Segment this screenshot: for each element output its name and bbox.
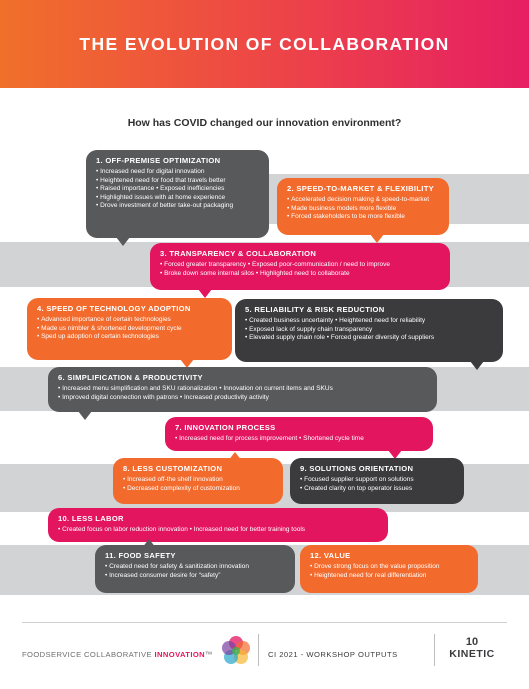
- bubble-less-labor: [48, 508, 388, 542]
- bubble-solutions-orientation: [290, 458, 464, 504]
- ci-flower-logo-icon: [218, 633, 254, 669]
- bubble-tail: [370, 234, 384, 243]
- bubble-tail: [142, 539, 156, 548]
- bubble-item: • Increased need for process improvement • Shortened cycle time: [175, 435, 423, 444]
- bubble-item: • Focused supplier support on solutions: [300, 476, 454, 485]
- bubble-food-safety: [95, 545, 295, 593]
- bubble-title: 5. RELIABILITY & RISK REDUCTION: [245, 305, 385, 314]
- bubble-item: • Heightened need for real differentiation: [310, 572, 468, 581]
- kinetic-logo-number: 10: [465, 636, 479, 648]
- bubble-title: 10. LESS LABOR: [58, 514, 124, 523]
- bubble-title: 9. SOLUTIONS ORIENTATION: [300, 464, 414, 473]
- bubble-title: 3. TRANSPARENCY & COLLABORATION: [160, 249, 317, 258]
- bubble-tail: [116, 237, 130, 246]
- footer-brand-strong: INNOVATION: [154, 650, 206, 659]
- bubble-item: • Created clarity on top operator issues: [300, 485, 454, 494]
- bubble-title: 7. INNOVATION PROCESS: [175, 423, 276, 432]
- bubble-off-premise-optimization: [86, 150, 269, 238]
- bubble-title: 6. SIMPLIFICATION & PRODUCTIVITY: [58, 373, 203, 382]
- bubble-transparency-collaboration: [150, 243, 450, 290]
- bubble-tail: [470, 361, 484, 370]
- bubble-title: 12. VALUE: [310, 551, 351, 560]
- bubble-item: • Created need for safety & sanitization innovation: [105, 563, 285, 572]
- bubble-title: 4. SPEED OF TECHNOLOGY ADOPTION: [37, 304, 191, 313]
- footer-brand-light: FOODSERVICE COLLABORATIVE: [22, 650, 152, 659]
- bubble-title: 11. FOOD SAFETY: [105, 551, 176, 560]
- bubble-innovation-process: [165, 417, 433, 451]
- bubble-item: • Raised importance • Exposed inefficiencies: [96, 185, 259, 194]
- page-title: THE EVOLUTION OF COLLABORATION: [79, 33, 450, 54]
- bubble-item: • Drove strong focus on the value proposition: [310, 563, 468, 572]
- footer-separator: [258, 634, 259, 666]
- bubble-item: • Highlighted issues with at home experience: [96, 194, 259, 203]
- bubble-item: • Accelerated decision making & speed-to-market: [287, 196, 439, 205]
- bubble-item: • Heightened need for food that travels better: [96, 177, 259, 186]
- bubble-item: • Elevated supply chain role • Forced greater diversity of suppliers: [245, 334, 493, 343]
- bubble-item: • Increased need for digital innovation: [96, 168, 259, 177]
- bubble-value: [300, 545, 478, 593]
- bubble-less-customization: [113, 458, 283, 504]
- bubble-item: • Created focus on labor reduction innovation • Increased need for better training tools: [58, 526, 378, 535]
- bubble-title: 8. LESS CUSTOMIZATION: [123, 464, 223, 473]
- bubble-speed-to-market: [277, 178, 449, 235]
- bubble-title: 2. SPEED-TO-MARKET & FLEXIBILITY: [287, 184, 434, 193]
- page-subtitle: How has COVID changed our innovation environment?: [127, 117, 402, 129]
- footer-brand: [22, 650, 213, 659]
- kinetic-logo-word: KINETIC: [449, 648, 495, 660]
- bubble-item: • Increased consumer desire for “safety”: [105, 572, 285, 581]
- footer-workshop-label: CI 2021 - WORKSHOP OUTPUTS: [268, 650, 398, 659]
- header-banner: [0, 0, 529, 88]
- footer-brand-tm: ™: [205, 650, 214, 659]
- bubble-item: • Made business models more flexible: [287, 205, 439, 214]
- footer-divider: [22, 622, 507, 623]
- bubble-simplification-productivity: [48, 367, 437, 412]
- bubble-item: • Forced stakeholders to be more flexible: [287, 213, 439, 222]
- bubble-speed-of-technology-adoption: [27, 298, 232, 360]
- bubble-tail: [228, 452, 242, 461]
- bubble-item: • Made us nimbler & shortened development cycle: [37, 325, 222, 334]
- bubble-reliability-risk-reduction: [235, 299, 503, 362]
- footer-separator: [434, 634, 435, 666]
- kinetic-logo: [440, 636, 504, 672]
- bubble-item: • Improved digital connection with patrons • Increased productivity activity: [58, 394, 427, 403]
- bubble-item: • Increased off-the shelf innovation: [123, 476, 273, 485]
- bubble-item: • Created business uncertainty • Heightened need for reliability: [245, 317, 493, 326]
- bubble-item: • Exposed lack of supply chain transparency: [245, 326, 493, 335]
- bubble-item: • Broke down some internal silos • Highlighted need to collaborate: [160, 270, 440, 279]
- bubble-item: • Sped up adoption of certain technologies: [37, 333, 222, 342]
- bubble-tail: [78, 411, 92, 420]
- bubble-tail: [198, 289, 212, 298]
- bubble-item: • Increased menu simplification and SKU rationalization • Innovation on current items and SKUs: [58, 385, 427, 394]
- bubble-item: • Decreased complexity of customization: [123, 485, 273, 494]
- bubble-item: • Drove investment of better take-out packaging: [96, 202, 259, 211]
- bubble-item: • Advanced importance of certain technologies: [37, 316, 222, 325]
- bubble-title: 1. OFF-PREMISE OPTIMIZATION: [96, 156, 221, 165]
- bubble-item: • Forced greater transparency • Exposed poor-communication / need to improve: [160, 261, 440, 270]
